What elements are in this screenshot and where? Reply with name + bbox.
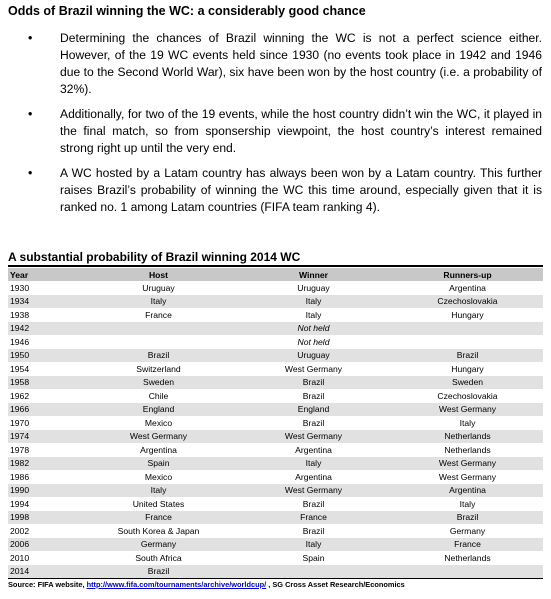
cell-winner: Spain xyxy=(302,552,325,563)
cell-winner: Italy xyxy=(305,309,322,320)
cell-runners-up: Italy xyxy=(459,417,476,428)
cell-runners-up: Brazil xyxy=(390,349,543,363)
cell-year: 2014 xyxy=(8,565,80,579)
table-row xyxy=(8,335,543,349)
source-suffix: , SG Cross Asset Research/Economics xyxy=(266,580,405,589)
cell-host: Brazil xyxy=(80,349,235,363)
cell-runners-up: Brazil xyxy=(390,511,543,525)
cell-winner: West Germany xyxy=(235,430,390,444)
cell-runners-up: West Germany xyxy=(438,471,497,482)
cell-year: 1930 xyxy=(10,282,30,293)
column-header-winner: Winner xyxy=(235,268,390,281)
bullet-marker: • xyxy=(28,166,33,180)
cell-winner: Argentina xyxy=(295,444,332,455)
cell-year: 1994 xyxy=(10,498,30,509)
cell-host: South Korea & Japan xyxy=(117,525,200,536)
table-row xyxy=(8,389,543,403)
cell-runners-up: Netherlands xyxy=(390,430,543,444)
bullet-item xyxy=(8,165,542,216)
cell-year: 2002 xyxy=(10,525,30,536)
cell-year: 1998 xyxy=(8,511,80,525)
table-row xyxy=(8,538,543,552)
cell-host: Spain xyxy=(80,457,235,471)
cell-runners-up: West Germany xyxy=(390,403,543,417)
cell-winner: Brazil xyxy=(235,376,390,390)
table-row xyxy=(8,308,543,322)
table-row xyxy=(8,457,543,471)
source-prefix: Source: FIFA website, xyxy=(8,580,87,589)
cell-host: Chile xyxy=(148,390,169,401)
cell-runners-up: West Germany xyxy=(390,457,543,471)
cell-host: Argentina xyxy=(140,444,177,455)
table-row xyxy=(8,484,543,498)
cell-host: South Africa xyxy=(135,552,182,563)
bullet-item xyxy=(8,30,542,98)
cell-runners-up: France xyxy=(390,538,543,552)
cell-year: 1966 xyxy=(8,403,80,417)
cell-year: 1990 xyxy=(8,484,80,498)
cell-host: Brazil xyxy=(80,565,235,579)
cell-winner: Not held xyxy=(297,336,330,347)
table-row xyxy=(8,524,543,538)
table-row xyxy=(8,511,543,525)
table-title: A substantial probability of Brazil winning 2014 WC xyxy=(8,250,301,264)
cell-year: 1986 xyxy=(10,471,30,482)
cell-year: 1954 xyxy=(10,363,30,374)
bullet-marker: • xyxy=(28,107,33,121)
cell-host: United States xyxy=(132,498,185,509)
source-link[interactable]: http://www.fifa.com/tournaments/archive/worldcup/ xyxy=(86,580,267,589)
table-row xyxy=(8,470,543,484)
cell-runners-up: Hungary xyxy=(451,363,484,374)
cell-runners-up: Czechoslovakia xyxy=(437,390,498,401)
bullet-text: Determining the chances of Brazil winning the WC is not a perfect science either. However, of the 19 WC events held since 1930 (no events took place in 1942 and 1946 due to the Second World War), six have been won by the host country (i.e. a probability of 32%). xyxy=(60,31,542,96)
table-body xyxy=(8,281,543,579)
table-row xyxy=(8,349,543,363)
cell-year: 2010 xyxy=(10,552,30,563)
cell-host: Uruguay xyxy=(142,282,175,293)
table-row xyxy=(8,443,543,457)
cell-year: 1974 xyxy=(8,430,80,444)
table-header-row xyxy=(8,268,543,281)
cell-runners-up: Czechoslovakia xyxy=(390,295,543,309)
bullet-list xyxy=(8,30,542,224)
cell-host: Germany xyxy=(80,538,235,552)
table-row xyxy=(8,565,543,579)
table-row xyxy=(8,497,543,511)
cell-year: 1950 xyxy=(8,349,80,363)
cell-year: 1982 xyxy=(8,457,80,471)
cell-winner: Uruguay xyxy=(297,282,330,293)
cell-winner: West Germany xyxy=(235,484,390,498)
world-cup-table xyxy=(8,268,543,579)
cell-winner: Italy xyxy=(235,295,390,309)
table-row xyxy=(8,281,543,295)
cell-winner: Uruguay xyxy=(235,349,390,363)
cell-year: 1962 xyxy=(10,390,30,401)
bullet-text: Additionally, for two of the 19 events, while the host country didn’t win the WC, it played in the final match, so from sponsership viewpoint, the host country’s interest remained strong right up until the very end. xyxy=(60,107,542,155)
cell-host: England xyxy=(80,403,235,417)
cell-year: 1934 xyxy=(8,295,80,309)
cell-winner: West Germany xyxy=(284,363,343,374)
cell-winner: Italy xyxy=(235,457,390,471)
cell-host xyxy=(80,335,235,349)
cell-year: 1958 xyxy=(8,376,80,390)
table-row xyxy=(8,362,543,376)
cell-runners-up xyxy=(390,322,543,336)
cell-runners-up: Hungary xyxy=(451,309,484,320)
cell-host: Sweden xyxy=(80,376,235,390)
bullet-marker: • xyxy=(28,31,33,45)
cell-year: 1938 xyxy=(10,309,30,320)
bullet-text: A WC hosted by a Latam country has always been won by a Latam country. This further raises Brazil’s probability of winning the WC this time around, especially given that it is ranked no. 1 among Latam countries (FIFA team ranking 4). xyxy=(60,166,542,214)
cell-runners-up: Argentina xyxy=(449,282,486,293)
column-header-year: Year xyxy=(8,268,80,281)
cell-host: Switzerland xyxy=(136,363,181,374)
cell-runners-up xyxy=(390,335,543,349)
cell-runners-up: Argentina xyxy=(390,484,543,498)
cell-host: Mexico xyxy=(144,417,173,428)
cell-year: 1942 xyxy=(8,322,80,336)
cell-runners-up xyxy=(390,565,543,579)
column-header-runners-up: Runners-up xyxy=(390,268,543,281)
cell-winner: Brazil xyxy=(302,498,325,509)
cell-runners-up: Sweden xyxy=(390,376,543,390)
cell-host: West Germany xyxy=(80,430,235,444)
table-row xyxy=(8,430,543,444)
table-row xyxy=(8,416,543,430)
bullet-item xyxy=(8,106,542,157)
source-note xyxy=(8,580,405,589)
cell-host xyxy=(80,322,235,336)
cell-winner: Argentina xyxy=(295,471,332,482)
table-row xyxy=(8,322,543,336)
cell-winner: Italy xyxy=(235,538,390,552)
cell-runners-up: Netherlands xyxy=(444,444,491,455)
title-divider xyxy=(8,265,543,267)
cell-winner xyxy=(235,565,390,579)
cell-host: Italy xyxy=(80,484,235,498)
cell-winner: Not held xyxy=(235,322,390,336)
section-heading: Odds of Brazil winning the WC: a considerably good chance xyxy=(8,4,366,18)
cell-host: Italy xyxy=(80,295,235,309)
column-header-host: Host xyxy=(80,268,235,281)
cell-winner: France xyxy=(235,511,390,525)
cell-winner: Brazil xyxy=(302,525,325,536)
cell-runners-up: Netherlands xyxy=(444,552,491,563)
cell-runners-up: Italy xyxy=(459,498,476,509)
cell-year: 2006 xyxy=(8,538,80,552)
cell-host: France xyxy=(145,309,172,320)
table-row xyxy=(8,295,543,309)
cell-year: 1970 xyxy=(10,417,30,428)
cell-host: Mexico xyxy=(144,471,173,482)
cell-runners-up: Germany xyxy=(449,525,486,536)
table-row xyxy=(8,376,543,390)
cell-winner: Brazil xyxy=(302,390,325,401)
cell-host: France xyxy=(80,511,235,525)
cell-year: 1978 xyxy=(10,444,30,455)
cell-year: 1946 xyxy=(10,336,30,347)
cell-winner: England xyxy=(235,403,390,417)
table-row xyxy=(8,403,543,417)
cell-winner: Brazil xyxy=(302,417,325,428)
table-row xyxy=(8,551,543,565)
